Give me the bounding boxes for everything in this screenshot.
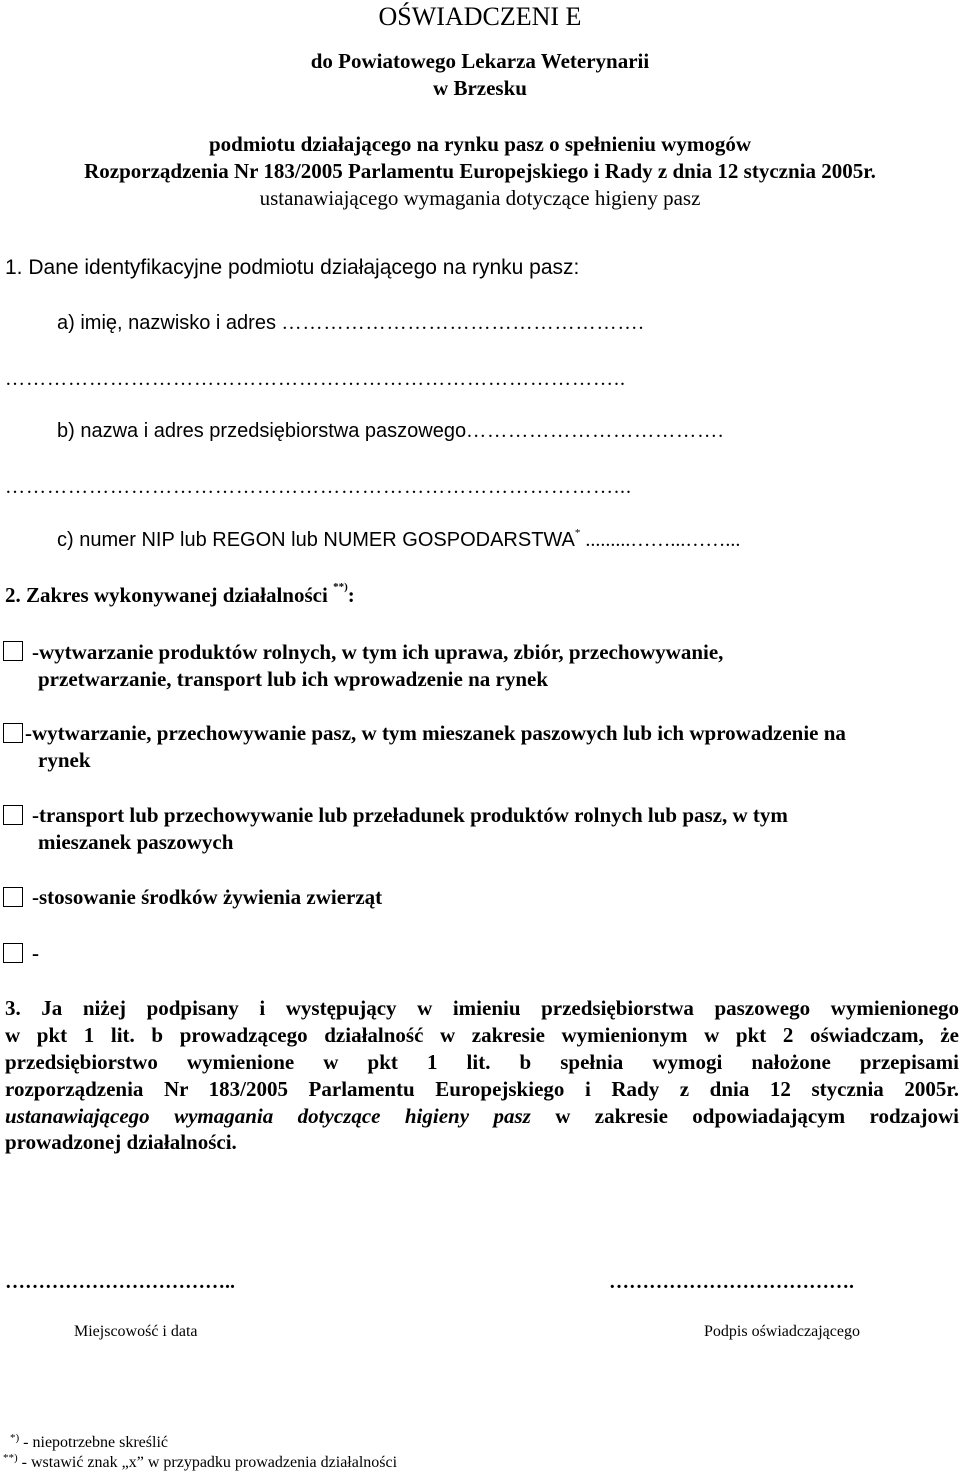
- option-3-line-2: mieszanek paszowych: [38, 830, 234, 854]
- document-title: OŚWIADCZENI E: [378, 2, 582, 31]
- section-1-heading: 1. Dane identyfikacyjne podmiotu działającego na rynku pasz:: [5, 256, 580, 279]
- field-b-continuation[interactable]: ……………………………………………………………………………...: [5, 476, 632, 498]
- addressee-line-2: w Brzesku: [433, 76, 527, 100]
- field-b-label: b) nazwa i adres przedsiębiorstwa paszowego: [57, 420, 467, 442]
- footnote-1-mark: *): [10, 1432, 20, 1444]
- subtitle-line-1: podmiotu działającego na rynku pasz o spełnieniu wymogów: [209, 132, 751, 156]
- field-b-dots[interactable]: ……………………………….: [466, 420, 725, 442]
- addressee-line-1: do Powiatowego Lekarza Weterynarii: [310, 49, 650, 73]
- signature-dots[interactable]: ……………………………….: [609, 1271, 854, 1293]
- section-2-heading-text: 2. Zakres wykonywanej działalności: [5, 583, 334, 607]
- signature-label: Podpis oświadczającego: [704, 1323, 860, 1340]
- footnote-2-mark: **): [3, 1452, 18, 1464]
- field-c-row: [57, 529, 740, 552]
- field-a-label: a) imię, nazwisko i adres: [57, 312, 282, 334]
- section-3-line-1: 3. Ja niżej podpisany i występujący w imieniu przedsiębiorstwa paszowego wymienionego: [5, 996, 959, 1020]
- field-a-dots[interactable]: …………………………………………….: [281, 312, 645, 334]
- checkbox-option-3[interactable]: [3, 805, 23, 825]
- option-4-line-1: -stosowanie środków żywienia zwierząt: [32, 885, 383, 909]
- section-3-line-3: przedsiębiorstwo wymienione w pkt 1 lit. b spełnia wymogi nałożone przepisami: [5, 1050, 959, 1074]
- field-c-dots[interactable]: .........……...……...: [580, 529, 741, 551]
- checkbox-option-2[interactable]: [3, 723, 23, 743]
- option-1-line-2: przetwarzanie, transport lub ich wprowadzenie na rynek: [38, 667, 548, 691]
- section-2-footnote-mark: **): [333, 581, 348, 593]
- option-5-line-1: -: [32, 941, 39, 965]
- section-3-line-5: [5, 1103, 959, 1130]
- subtitle-line-3: ustanawiającego wymagania dotyczące higieny pasz: [259, 186, 701, 210]
- checkbox-option-1[interactable]: [3, 641, 23, 661]
- option-2-line-1: -wytwarzanie, przechowywanie pasz, w tym mieszanek paszowych lub ich wprowadzenie na: [25, 721, 846, 745]
- section-3-italic-title: ustanawiającego wymagania dotyczące higieny pasz: [5, 1104, 531, 1128]
- field-b-row: [57, 420, 724, 443]
- footnote-1: [10, 1434, 168, 1452]
- field-c-label: c) numer NIP lub REGON lub NUMER GOSPODARSTWA: [57, 529, 575, 551]
- section-2-heading-colon: :: [347, 583, 355, 607]
- section-3-line-6: prowadzonej działalności.: [5, 1130, 237, 1154]
- footnote-2: [3, 1454, 397, 1472]
- section-3-line-5-rest: w zakresie odpowiadającym rodzajowi: [530, 1104, 959, 1128]
- section-3-line-4: rozporządzenia Nr 183/2005 Parlamentu Europejskiego i Rady z dnia 12 stycznia 2005r.: [5, 1077, 959, 1101]
- option-2-line-2: rynek: [38, 748, 91, 772]
- field-c-footnote-mark: *: [574, 527, 581, 539]
- field-a-continuation[interactable]: ……………………………………………………………………………..: [5, 368, 626, 390]
- checkbox-option-5[interactable]: [3, 943, 23, 963]
- footnote-2-text: - wstawić znak „x” w przypadku prowadzenia działalności: [17, 1454, 398, 1471]
- place-date-label: Miejscowość i data: [74, 1323, 198, 1340]
- option-1-line-1: -wytwarzanie produktów rolnych, w tym ich uprawa, zbiór, przechowywanie,: [32, 640, 724, 664]
- field-a-row: [57, 312, 645, 335]
- footnote-1-text: - niepotrzebne skreślić: [19, 1434, 168, 1451]
- section-3-line-2: w pkt 1 lit. b prowadzącego działalność w zakresie wymienionym w pkt 2 oświadczam, że: [5, 1023, 959, 1047]
- section-2-heading: [5, 583, 355, 608]
- place-date-dots[interactable]: ……………………………..: [5, 1271, 235, 1293]
- checkbox-option-4[interactable]: [3, 887, 23, 907]
- option-3-line-1: -transport lub przechowywanie lub przeładunek produktów rolnych lub pasz, w tym: [32, 803, 788, 827]
- subtitle-line-2: Rozporządzenia Nr 183/2005 Parlamentu Europejskiego i Rady z dnia 12 stycznia 2005r.: [84, 159, 876, 183]
